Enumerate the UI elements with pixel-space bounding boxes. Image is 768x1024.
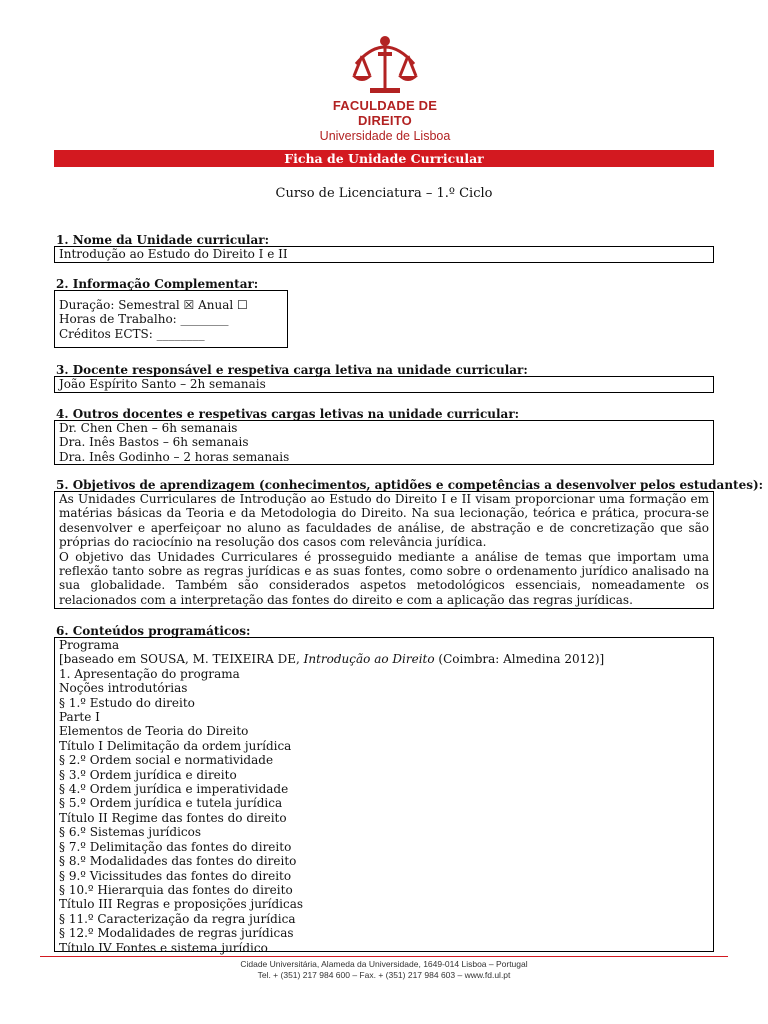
program-reference (59, 652, 709, 666)
program-item: § 1.º Estudo do direito (59, 695, 195, 710)
course-subtitle: Curso de Licenciatura – 1.º Ciclo (275, 186, 493, 201)
course-name: Introdução ao Estudo do Direito I e II (59, 247, 288, 261)
section-3-heading: 3. Docente responsável e respetiva carga letiva na unidade curricular: (56, 363, 528, 377)
document-title-band: Ficha de Unidade Curricular (54, 150, 714, 167)
program-item: § 5.º Ordem jurídica e tutela jurídica (59, 796, 283, 811)
program-item: § 2.º Ordem social e normatividade (59, 753, 274, 768)
work-hours-line: Horas de Trabalho: ________ (59, 312, 229, 327)
program-item: § 11.º Caracterização da regra jurídica (59, 911, 296, 926)
section-2-heading: 2. Informação Complementar: (56, 277, 259, 291)
section-3-box (54, 376, 714, 393)
section-4-heading: 4. Outros docentes e respetivas cargas letivas na unidade curricular: (56, 407, 520, 421)
program-item: § 9.º Vicissitudes das fontes do direito (59, 868, 292, 883)
duration-line: Duração: Semestral ☒ Anual ☐ (59, 298, 248, 312)
program-item: 1. Apresentação do programa (59, 666, 240, 681)
reference-suffix: (Coimbra: Almedina 2012)] (434, 652, 605, 667)
scales-of-justice-icon (348, 34, 422, 96)
teacher-item: Dr. Chen Chen – 6h semanais (59, 421, 238, 435)
section-5-heading: 5. Objetivos de aprendizagem (conhecimentos, aptidões e competências a desenvolver pelos estudantes): (56, 478, 764, 492)
program-item: Título III Regras e proposições jurídicas (59, 897, 304, 912)
program-title: Programa (59, 638, 120, 652)
footer-contacts: Tel. + (351) 217 984 600 – Fax. + (351) 217 984 603 – www.fd.ul.pt (257, 970, 511, 980)
program-item: Noções introdutórias (59, 681, 188, 696)
section-2-box (54, 290, 288, 348)
program-item: Elementos de Teoria do Direito (59, 724, 249, 739)
program-item: § 10.º Hierarquia das fontes do direito (59, 882, 293, 897)
teacher-item: Dra. Inês Godinho – 2 horas semanais (59, 449, 290, 464)
page-footer (40, 959, 728, 981)
program-item: § 6.º Sistemas jurídicos (59, 825, 202, 840)
reference-prefix: [baseado em SOUSA, M. TEIXEIRA DE, (59, 652, 304, 667)
program-item: Título II Regime das fontes do direito (59, 810, 287, 825)
footer-address: Cidade Universitária, Alameda da Universidade, 1649-014 Lisboa – Portugal (240, 959, 528, 969)
objectives-paragraph-1: As Unidades Curriculares de Introdução ao Estudo do Direito I e II visam proporcionar uma formação em matérias básicas da Teoria e da Metodologia do Direito. Na sua lecionação, teórica e prática, procura-se desenvolver e aperfeiçoar no aluno as faculdades de análise, de abstração e de concretização que são próprias do raciocínio na resolução dos casos com relevância jurídica. (59, 492, 709, 550)
section-4-box (54, 420, 714, 465)
section-6-heading: 6. Conteúdos programáticos: (56, 624, 251, 638)
program-item: § 4.º Ordem jurídica e imperatividade (59, 782, 289, 797)
faculty-name: FACULDADE DE DIREITO (332, 98, 438, 128)
teacher-item: Dra. Inês Bastos – 6h semanais (59, 435, 249, 450)
program-item: § 7.º Delimitação das fontes do direito (59, 839, 292, 854)
university-name: Universidade de Lisboa (319, 129, 451, 143)
program-item: § 3.º Ordem jurídica e direito (59, 767, 237, 782)
section-5-box (54, 491, 714, 609)
program-item: Título I Delimitação da ordem jurídica (59, 738, 292, 753)
program-item: Título IV Fontes e sistema jurídico (59, 940, 268, 955)
program-item: Parte I (59, 710, 100, 725)
program-item: § 12.º Modalidades de regras jurídicas (59, 926, 294, 941)
footer-divider (40, 956, 728, 957)
section-1-box (54, 246, 714, 263)
ects-credits-line: Créditos ECTS: ________ (59, 326, 205, 341)
program-item: § 8.º Modalidades das fontes do direito (59, 854, 297, 869)
section-6-box (54, 637, 714, 955)
faculty-logo (318, 34, 452, 143)
reference-book-title: Introdução ao Direito (303, 652, 435, 667)
section-1-heading: 1. Nome da Unidade curricular: (56, 233, 269, 247)
lead-teacher: João Espírito Santo – 2h semanais (59, 377, 266, 391)
objectives-paragraph-2: O objetivo das Unidades Curriculares é prosseguido mediante a análise de temas que importam uma reflexão tanto sobre as regras jurídicas e as suas fontes, como sobre o ordenamento jurídico analisado na sua globalidade. Também são considerados aspetos metodológicos essenciais, nomeadamente os relacionados com a interpretação das fontes do direito e com a aplicação das regras jurídicas. (59, 549, 709, 607)
